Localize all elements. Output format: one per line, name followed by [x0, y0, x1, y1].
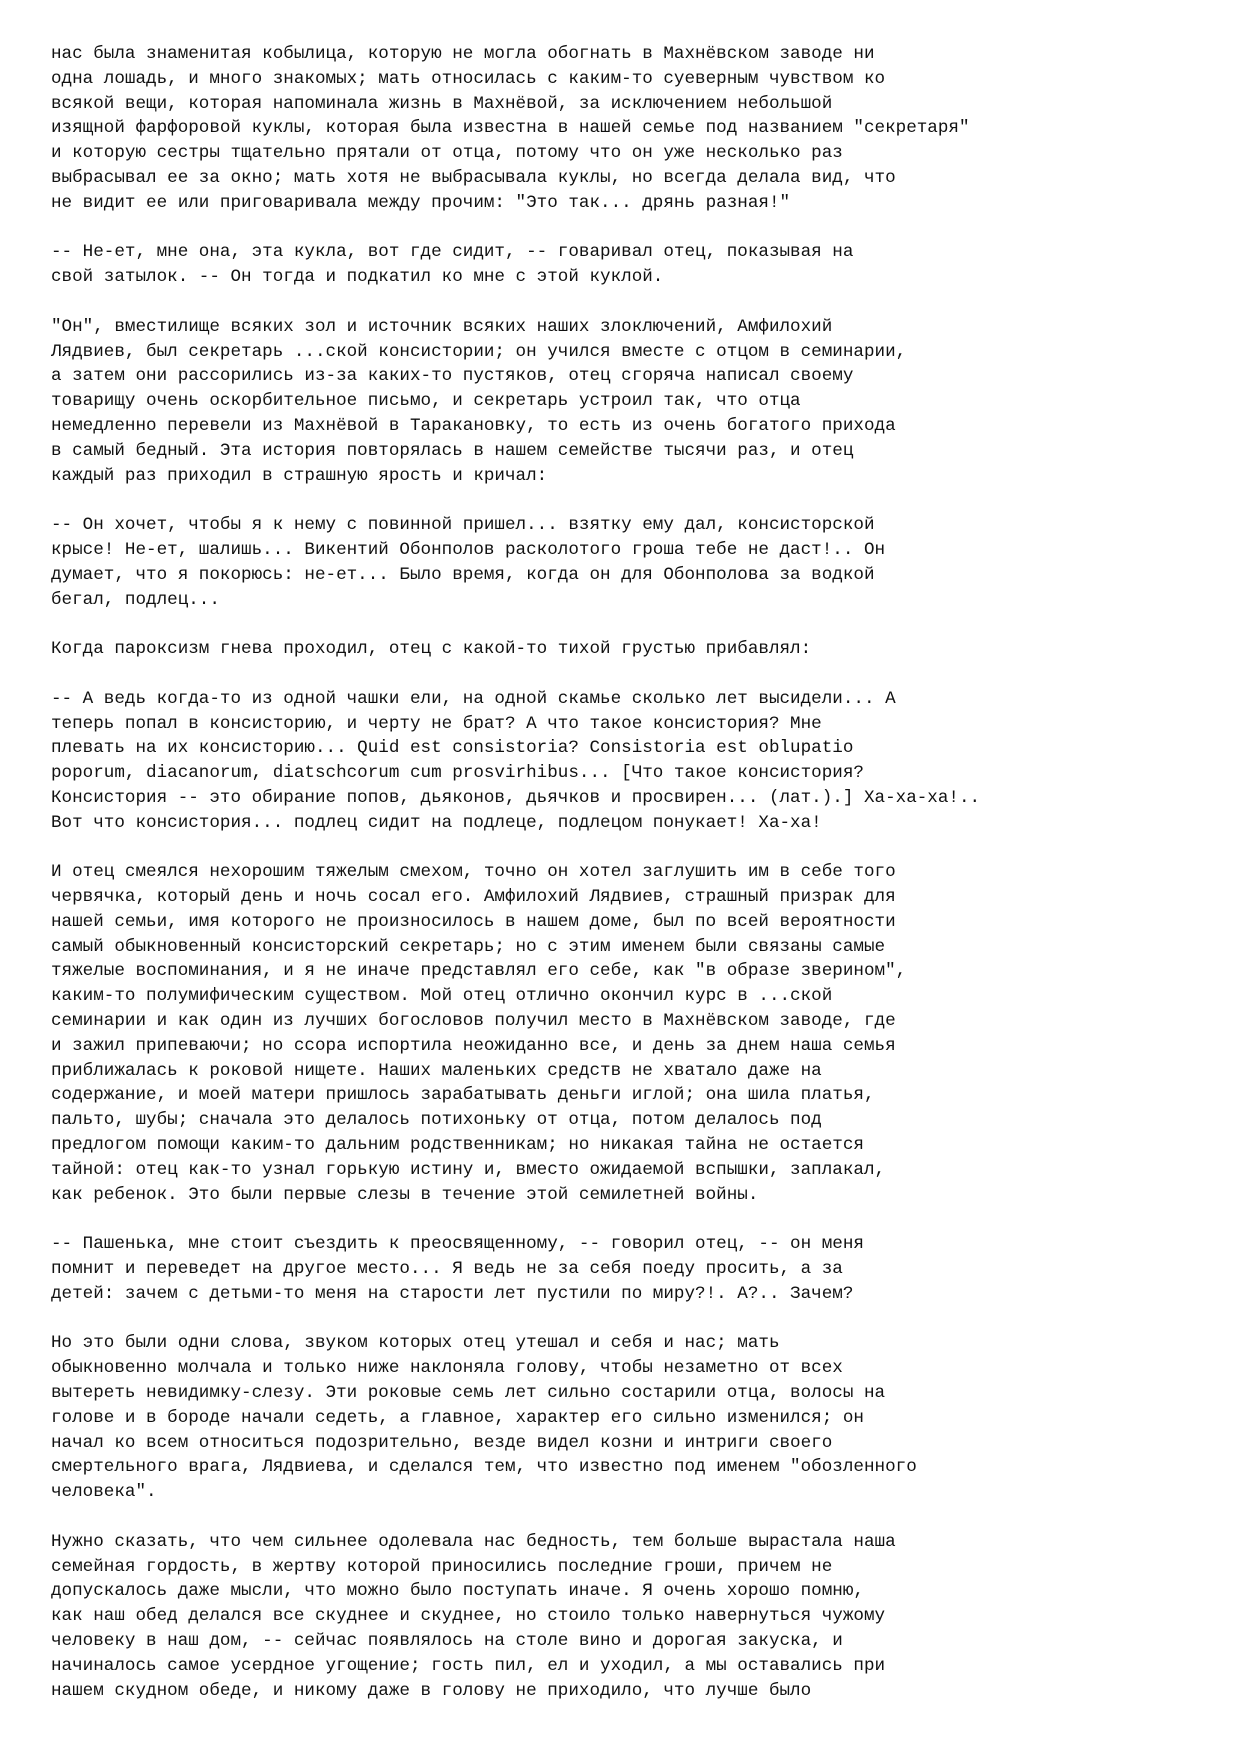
paragraph-pashenka: -- Пашенька, мне стоит съездить к преосвященному, -- говорил отец, -- он меня помнит и переведет на другое место... Я ведь не за себя поеду просить, а за детей: зачем с детьми-то меня на старости лет пустили по миру?!. А?.. Зачем?	[51, 1234, 864, 1304]
paragraph-father-outburst: -- Он хочет, чтобы я к нему с повинной пришел... взятку ему дал, консисторской крысе! Не-ет, шалишь... Викентий Обонполов расколотого гроша тебе не даст!.. Он думает, что я покорюсь: не-ет... Было время, когда он для Обонполова за водкой бегал, подлец...	[51, 515, 886, 610]
paragraph-mother-silence: Но это были одни слова, звуком которых отец утешал и себя и нас; мать обыкновенно молчала и только ниже наклоняла голову, чтобы незаметно от всех вытереть невидимку-слезу. Эти роковые семь лет сильно состарили отца, волосы на голове и в бороде начали седеть, а главное, характер его сильно изменился; он начал ко всем относиться подозрительно, везде видел козни и интриги своего смертельного врага, Лядвиева, и сделался тем, что известно под именем "обозленного человека".	[51, 1333, 917, 1503]
paragraph-consistoria: -- А ведь когда-то из одной чашки ели, на одной скамье сколько лет высидели... А теперь попал в консисторию, и черту не брат? А что такое консистория? Мне плевать на их консисторию... Quid est consistoria? Consistoria est oblupatio poporum, diacanorum, diatschcorum cum prosvirhibus... [Что такое консистория? Консистория -- это обирание попов, дьяконов, дьячков и просвирен... (лат.).] Ха-ха-ха!.. Вот что консистория... подлец сидит на подлеце, подлецом понукает! Ха-ха!	[51, 688, 981, 833]
paragraph-kukla-dialogue: -- Не-ет, мне она, эта кукла, вот где сидит, -- говаривал отец, показывая на свой затылок. -- Он тогда и подкатил ко мне с этой куклой.	[51, 242, 854, 288]
paragraph-father-laughter: И отец смеялся нехорошим тяжелым смехом, точно он хотел заглушить им в себе того червячка, который день и ночь сосал его. Амфилохий Лядвиев, страшный призрак для нашей семьи, имя которого не произносилось в нашем доме, был по всей вероятности самый обыкновенный консисторский секретарь; но с этим именем были связаны самые тяжелые воспоминания, и я не иначе представлял его себе, как "в образе зверином", каким-то полумифическим существом. Мой отец отлично окончил курс в ...ской семинарии и как один из лучших богословов получил место в Махнёвском заводе, где и зажил припеваючи; но ссора испортила неожиданно все, и день за днем наша семья приближалась к роковой нищете. Наших маленьких средств не хватало даже на содержание, и моей матери пришлось зарабатывать деньги иглой; она шила платья, пальто, шубы; сначала это делалось потихоньку от отца, потом делалось под предлогом помощи каким-то дальним родственникам; но никакая тайна не остается тайной: отец как-то узнал горькую истину и, вместо ожидаемой вспышки, заплакал, как ребенок. Это были первые слезы в течение этой семилетней войны.	[51, 862, 907, 1205]
paragraph-family-pride: Нужно сказать, что чем сильнее одолевала нас бедность, тем больше вырастала наша семейная гордость, в жертву которой приносились последние гроши, причем не допускалось даже мысли, что можно было поступать иначе. Я очень хорошо помню, как наш обед делался все скуднее и скуднее, но стоило только навернуться чужому человеку в наш дом, -- сейчас появлялось на столе вино и дорогая закуска, и начиналось самое усердное угощение; гость пил, ел и уходил, а мы оставались при нашем скудном обеде, и никому даже в голову не приходило, что лучше было	[51, 1531, 896, 1701]
paragraph-paroxysm: Когда пароксизм гнева проходил, отец с какой-то тихой грустью прибавлял:	[51, 639, 812, 660]
paragraph-lyadviev-secretary: "Он", вместилище всяких зол и источник всяких наших злоключений, Амфилохий Лядвиев, был секретарь ...ской консистории; он учился вместе с отцом в семинарии, а затем они рассорились из-за каких-то пустяков, отец сгоряча написал своему товарищу очень оскорбительное письмо, и секретарь устроил так, что отца немедленно перевели из Махнёвой в Таракановку, то есть из очень богатого прихода в самый бедный. Эта история повторялась в нашем семействе тысячи раз, и отец каждый раз приходил в страшную ярость и кричал:	[51, 316, 907, 486]
paragraph-kobylica: нас была знаменитая кобылица, которую не могла обогнать в Махнёвском заводе ни одна лошадь, и много знакомых; мать относилась с каким-то суеверным чувством ко всякой вещи, которая напоминала жизнь в Махнёвой, за исключением небольшой изящной фарфоровой куклы, которая была известна в нашей семье под названием "секретаря" и которую сестры тщательно прятали от отца, потому что он уже несколько раз выбрасывал ее за окно; мать хотя не выбрасывала куклы, но всегда делала вид, что не видит ее или приговаривала между прочим: "Это так... дрянь разная!"	[51, 44, 970, 213]
